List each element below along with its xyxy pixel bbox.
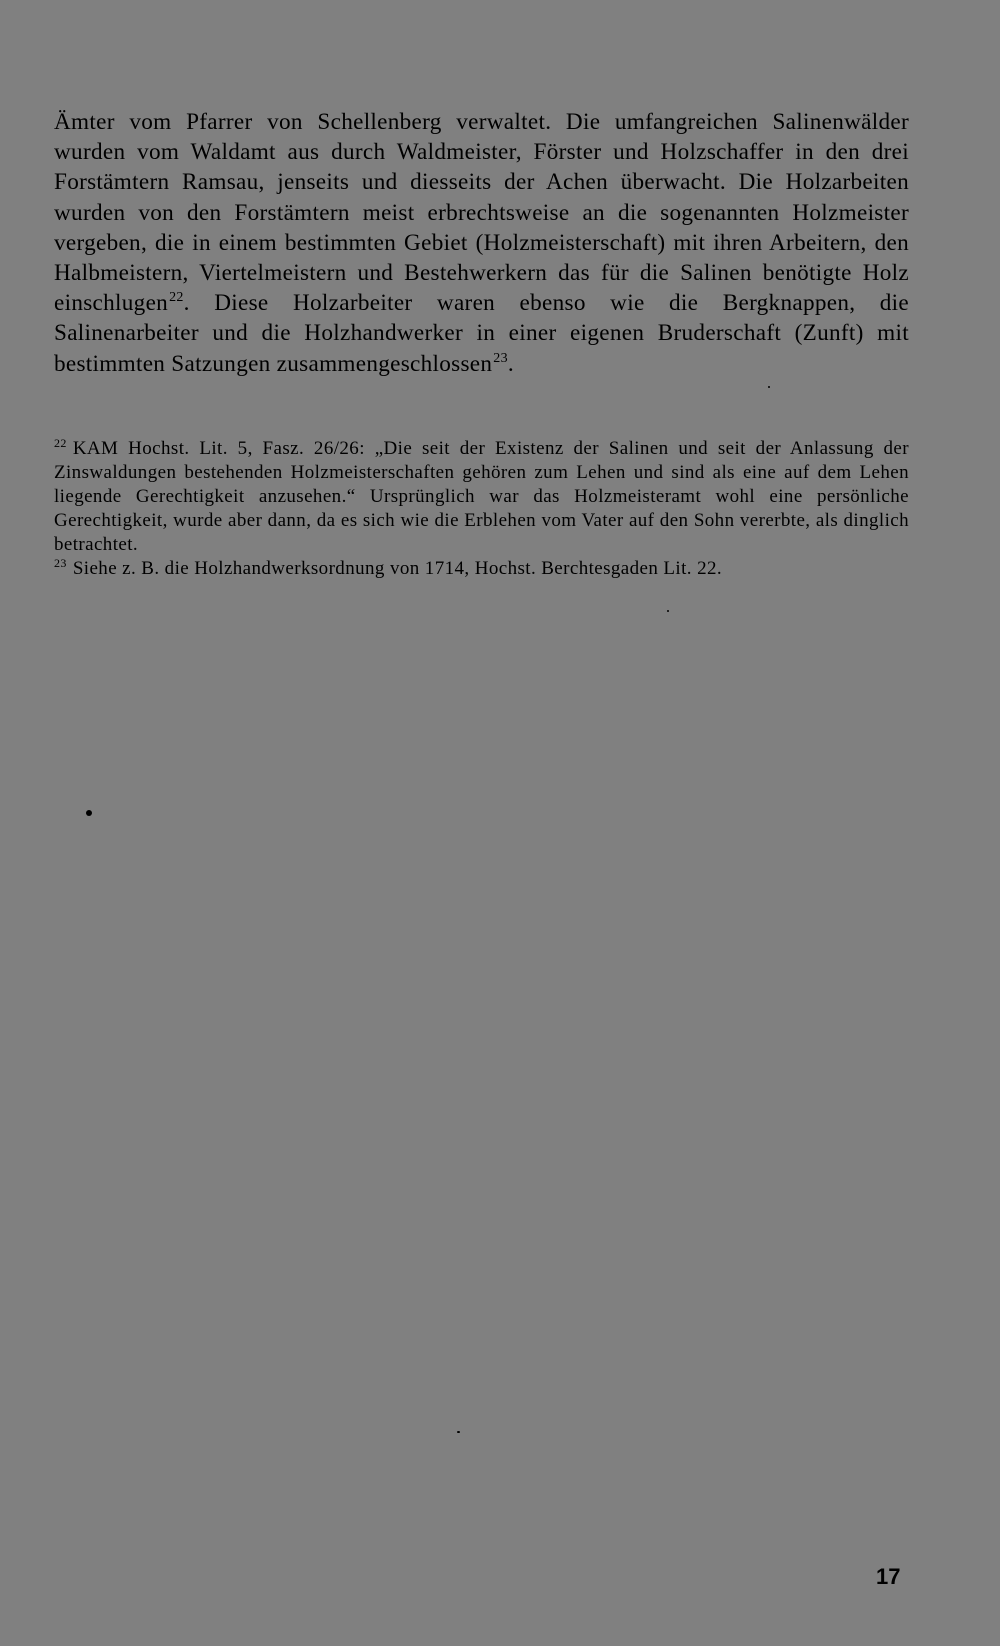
- scan-speck: [768, 386, 770, 388]
- footnote-text: KAM Hochst. Lit. 5, Fasz. 26/26: „Die seit der Existenz der Salinen und seit der Anlassung der Zinswaldungen bestehenden Holzmeisterschaften gehören zum Lehen und sind als eine auf dem Lehen liegende Gerechtigkeit anzusehen.“ Ursprünglich war das Holzmeisteramt wohl eine persönliche Gerechtigkeit, wurde aber dann, da es sich wie die Erblehen vom Vater auf den Sohn vererbte, als dinglich betrachtet.: [54, 438, 909, 555]
- footnotes-section: [54, 437, 909, 581]
- body-text-segment-2: . Diese Holzarbeiter waren ebenso wie die Bergknappen, die Salinenarbeiter und die Holzhandwerker in einer eigenen Bruderschaft (Zunft) mit bestimmten Satzungen zusammengeschlossen: [54, 290, 909, 377]
- page-number: 17: [876, 1564, 901, 1589]
- footnote-number: 23: [54, 555, 67, 570]
- body-paragraph: [54, 107, 909, 379]
- body-text-segment-1: Ämter vom Pfarrer von Schellenberg verwaltet. Die umfangreichen Salinenwälder wurden vom Waldamt aus durch Waldmeister, Förster und Holzschaffer in den drei Forstämtern Ramsau, jenseits und diesseits der Achen überwacht. Die Holzarbeiten wurden von den Forstämtern meist erbrechtsweise an die sogenannten Holzmeister vergeben, die in einem bestimmten Gebiet (Holzmeisterschaft) mit ihren Arbeitern, den Halbmeistern, Viertelmeistern und Bestehwerkern das für die Salinen benötigte Holz einschlugen: [54, 109, 909, 317]
- footnote-22: [54, 437, 909, 557]
- footnote-23: [54, 557, 909, 581]
- footnote-number: 22: [54, 435, 67, 450]
- footnote-reference-22: 22: [169, 290, 184, 306]
- footnote-text: Siehe z. B. die Holzhandwerksordnung von 1714, Hochst. Berchtesgaden Lit. 22.: [72, 558, 723, 579]
- footnote-reference-23: 23: [493, 350, 508, 366]
- scan-speck: [667, 610, 669, 612]
- body-text-segment-3: .: [507, 350, 515, 377]
- scan-speck: [457, 1431, 460, 1433]
- scan-speck: [86, 810, 92, 816]
